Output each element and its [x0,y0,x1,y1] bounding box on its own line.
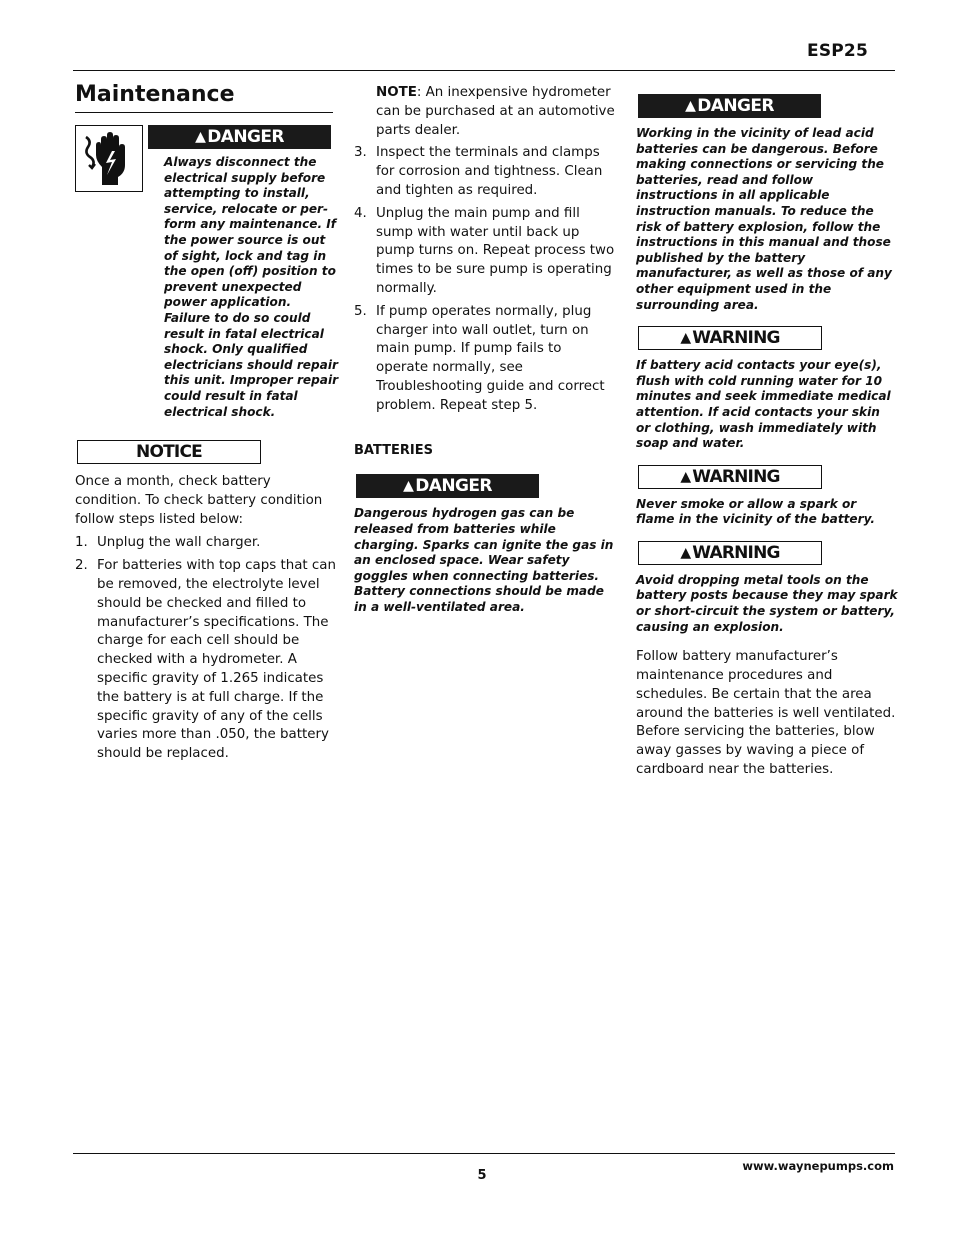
list-item: 3. Inspect the terminals and clamps for corrosion and tightness. Clean and tighten as required. [354,145,603,198]
batteries-heading: BATTERIES [354,442,433,458]
danger-label-box: ▲ DANGER [148,125,331,149]
section-title: Maintenance [75,80,333,113]
warning-triangle-icon: ▲ [195,129,206,145]
closing-paragraph: Follow battery manufacturer’s maintenance procedures and schedules. Be certain that the area around the batteries is well ventilated. Before servicing the batteries, blow away gasses by waving a piece of cardboard near the batteries. [636,649,896,778]
notice-label-box: NOTICE [77,440,261,464]
column-right [636,94,898,780]
list-item: 1. Unplug the wall charger. [75,535,261,551]
battery-check-steps-continued [354,144,616,415]
warning-triangle-icon: ▲ [685,98,696,114]
battery-check-intro: Once a month, check battery condition. To check battery condition follow steps listed below: [75,474,323,527]
footer-rule [73,1153,895,1154]
model-number: ESP25 [807,41,868,61]
battery-check-steps [75,534,337,764]
column-middle [354,84,616,616]
metal-tools-warning-text: Avoid dropping metal tools on the battery posts because they may spark or short-circuit the system or battery, causing an explosion. [636,572,898,634]
footer-website: www.waynepumps.com [742,1159,894,1173]
battery-acid-warning-text: If battery acid contacts your eye(s), flush with cold running water for 10 minutes and seek immediate medical attention. If acid contacts your skin or clothing, wash immediately with soap and water. [636,358,891,451]
warning-triangle-icon: ▲ [680,330,691,347]
danger-label-box: ▲ DANGER [638,94,821,118]
warning-triangle-icon: ▲ [680,468,691,485]
list-item: 5. If pump operates normally, plug charger into wall outlet, turn on main pump. If pump fails to operate normally, see Troubleshooting guide and correct problem. Repeat step 5. [354,303,605,413]
smoking-warning-text: Never smoke or allow a spark or flame in the vicinity of the battery. [636,496,875,527]
warning-label-box: ▲ WARNING [638,326,822,350]
electrical-danger-block [75,125,337,420]
hydrogen-danger-text: Dangerous hydrogen gas can be released from batteries while charging. Sparks can ignite the gas in an enclosed space. Wear safety goggles when connecting batteries. Battery connections should be made in a well-ventilated area. [354,506,614,614]
hydrometer-note: NOTE: An inexpensive hydrometer can be purchased at an automotive parts dealer. [376,85,615,138]
header-rule [73,70,895,71]
electric-shock-icon [75,125,143,192]
list-item: 4. Unplug the main pump and fill sump with water until back up pump turns on. Repeat process two times to be sure pump is operating normally. [354,205,615,296]
list-item: 2. For batteries with top caps that can be removed, the electrolyte level should be checked and filled to manufacturer’s specifications. The charge for each cell should be checked with a hydrometer. A specific gravity of 1.265 indicates the battery is at full charge. If the specific gravity of any of the cells varies more than .050, the battery should be replaced. [75,558,336,762]
danger-label-box: ▲ DANGER [356,474,539,498]
warning-label-box: ▲ WARNING [638,465,822,489]
warning-label-box: ▲ WARNING [638,541,822,565]
lead-acid-danger-text: Working in the vicinity of lead acid batteries can be dangerous. Before making connections or servicing the batteries, read and follow instructions in all applicable instruction manuals. To reduce the risk of battery explosion, follow the instructions in this manual and those published by the battery manufacturer, as well as those of any other equipment used in the surrounding area. [636,126,892,312]
electrical-danger-text: Always disconnect the electrical supply before attempting to install, service, relocate or per-form any maintenance. If the power source is out of sight, lock and tag in the open (off) position to prevent unexpected power application. Failure to do so could result in fatal electrical shock. Only qualified electricians should repair this unit. Improper repair could result in fatal electrical shock. [164,155,339,419]
page-number: 5 [477,1168,487,1183]
warning-triangle-icon: ▲ [680,544,691,561]
warning-triangle-icon: ▲ [403,478,414,495]
column-left [75,80,337,768]
